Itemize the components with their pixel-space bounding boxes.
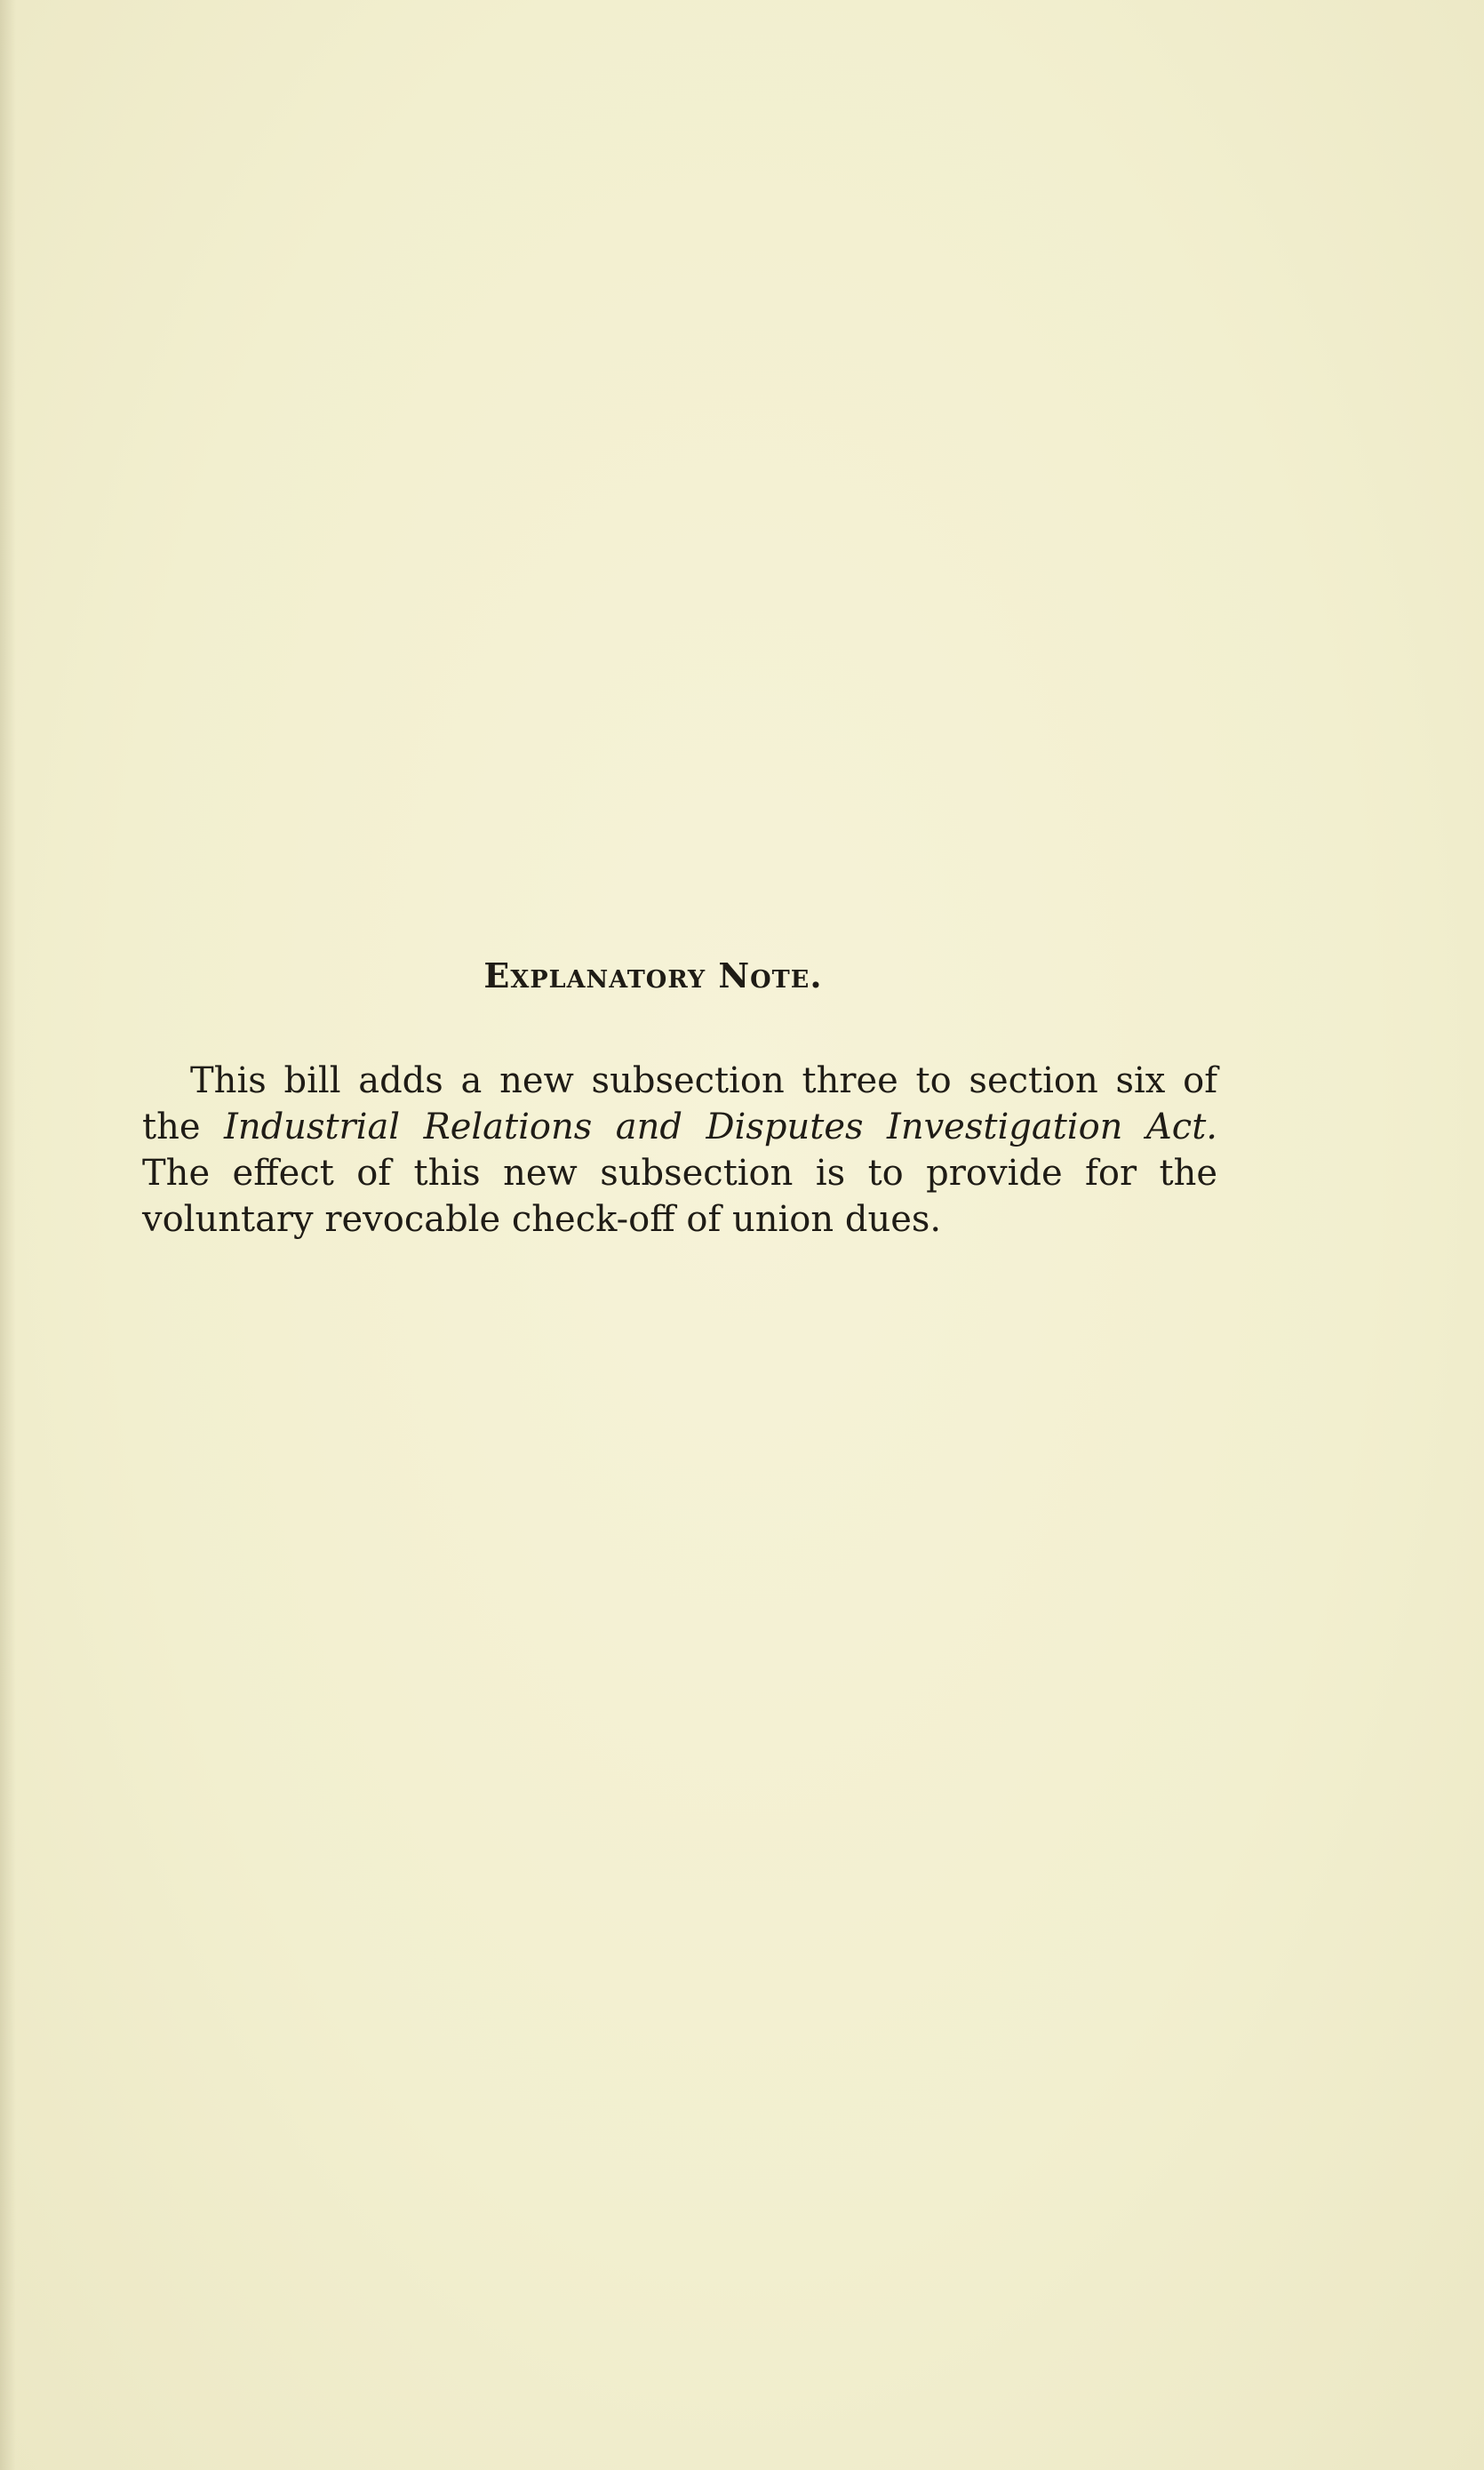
explanatory-note <box>142 955 1217 1243</box>
note-body <box>142 1058 1217 1243</box>
page-edge-shadow <box>0 0 16 2470</box>
note-body-text-2: The effect of this new subsection is to provide for the voluntary revocable check-off of union dues. <box>142 1153 1217 1240</box>
act-name: Industrial Relations and Disputes Investigation Act. <box>224 1107 1217 1147</box>
note-title: Explanatory Note. <box>483 955 823 995</box>
note-body-text-1: This bill adds a new subsection three to section six of the <box>142 1060 1217 1147</box>
